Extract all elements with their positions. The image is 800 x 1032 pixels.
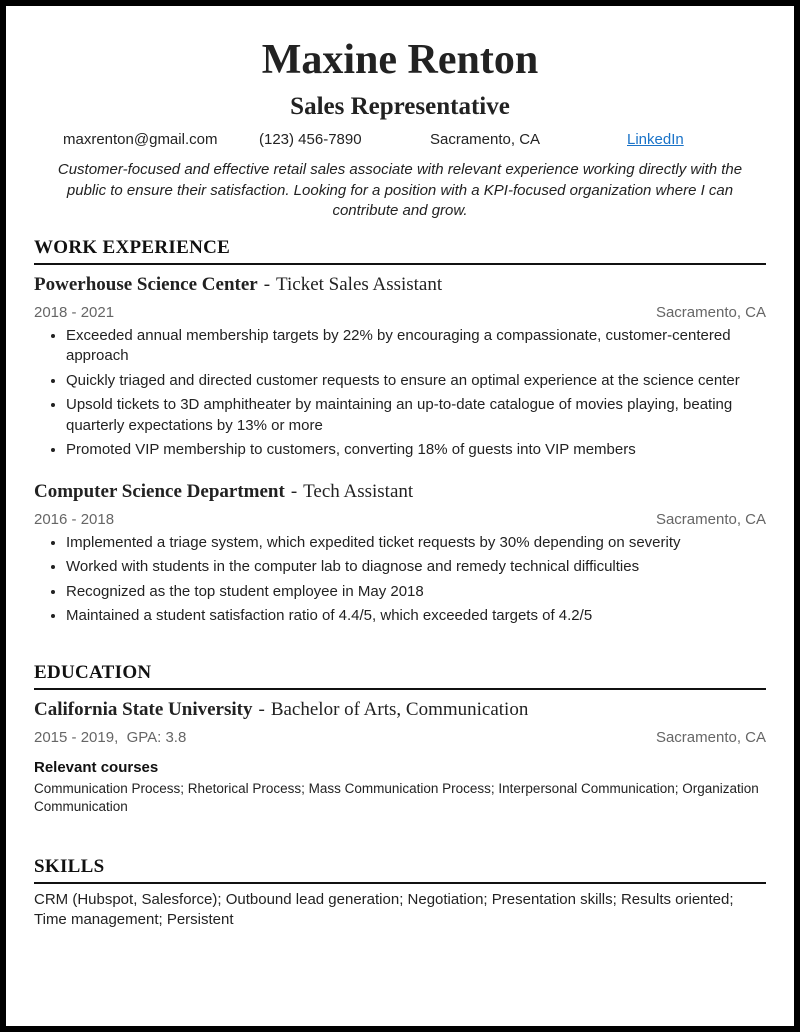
job-organization: Computer Science Department bbox=[34, 480, 285, 502]
bullet-item: • Promoted VIP membership to customers, converting 18% of guests into VIP members bbox=[66, 440, 766, 461]
courses-list: Communication Process; Rhetorical Process; Mass Communication Process; Interpersonal Communication; Organization Communication bbox=[34, 780, 759, 814]
resume-page bbox=[6, 6, 794, 1026]
job-header bbox=[34, 272, 766, 298]
education-school: California State University bbox=[34, 698, 253, 720]
bullet-item: • Implemented a triage system, which expedited ticket requests by 30% depending on severity bbox=[66, 533, 766, 554]
education-degree: Bachelor of Arts, Communication bbox=[270, 698, 529, 720]
contact-row bbox=[34, 128, 766, 152]
job-separator: - bbox=[263, 273, 271, 295]
bullet-item: • Upsold tickets to 3D amphitheater by maintaining an up-to-date catalogue of movies playing, beating quarterly expectations by 13% or more bbox=[66, 395, 766, 436]
job-meta bbox=[34, 509, 766, 531]
job-header bbox=[34, 479, 766, 505]
contact-phone: (123) 456-7890 bbox=[259, 131, 362, 148]
bullet-item: • Quickly triaged and directed customer requests to ensure an optimal experience at the science center bbox=[66, 371, 766, 392]
education-location: Sacramento, CA bbox=[655, 728, 766, 746]
job-dates: 2016 - 2018 bbox=[34, 510, 115, 528]
courses-label: Relevant courses bbox=[34, 758, 159, 776]
education-separator: - bbox=[258, 698, 265, 720]
linkedin-link[interactable]: LinkedIn bbox=[627, 131, 684, 148]
bullet-item: • Worked with students in the computer lab to diagnose and remedy technical difficulties bbox=[66, 557, 766, 578]
job-location: Sacramento, CA bbox=[655, 510, 766, 528]
job-entry bbox=[34, 479, 766, 627]
summary: Customer-focused and effective retail sales associate with relevant experience working directly with the public to ensure their satisfaction. Looking for a position with a KPI-focused organization where I can contribute and grow. bbox=[57, 161, 743, 219]
bullet-item: • Maintained a student satisfaction ratio of 4.4/5, which exceeded targets of 4.2/5 bbox=[66, 606, 766, 627]
education-meta bbox=[34, 727, 766, 749]
resume-content bbox=[34, 34, 766, 931]
candidate-title: Sales Representative bbox=[290, 93, 510, 120]
skills-section bbox=[34, 855, 766, 931]
job-meta bbox=[34, 302, 766, 324]
work-experience-heading: WORK EXPERIENCE bbox=[34, 236, 766, 265]
skills-text: CRM (Hubspot, Salesforce); Outbound lead generation; Negotiation; Presentation skills; Results oriented; Time management; Persistent bbox=[34, 890, 734, 928]
job-bullets bbox=[34, 533, 766, 627]
candidate-name: Maxine Renton bbox=[261, 37, 539, 83]
job-bullets bbox=[34, 326, 766, 461]
education-dates: 2015 - 2019, GPA: 3.8 bbox=[34, 728, 187, 746]
contact-email: maxrenton@gmail.com bbox=[63, 131, 218, 148]
skills-heading: SKILLS bbox=[34, 855, 766, 884]
bullet-item: • Exceeded annual membership targets by 22% by encouraging a compassionate, customer-centered approach bbox=[66, 326, 766, 367]
education-section bbox=[34, 661, 766, 817]
job-entry bbox=[34, 272, 766, 461]
bullet-item: • Recognized as the top student employee in May 2018 bbox=[66, 582, 766, 603]
work-experience-section bbox=[34, 236, 766, 627]
job-organization: Powerhouse Science Center bbox=[34, 273, 258, 295]
job-location: Sacramento, CA bbox=[655, 303, 766, 321]
job-role: Tech Assistant bbox=[303, 480, 414, 502]
job-dates: 2018 - 2021 bbox=[34, 303, 115, 321]
education-header bbox=[34, 697, 766, 723]
job-separator: - bbox=[290, 480, 298, 502]
job-role: Ticket Sales Assistant bbox=[276, 273, 443, 295]
contact-location: Sacramento, CA bbox=[430, 131, 541, 148]
education-heading: EDUCATION bbox=[34, 661, 766, 690]
